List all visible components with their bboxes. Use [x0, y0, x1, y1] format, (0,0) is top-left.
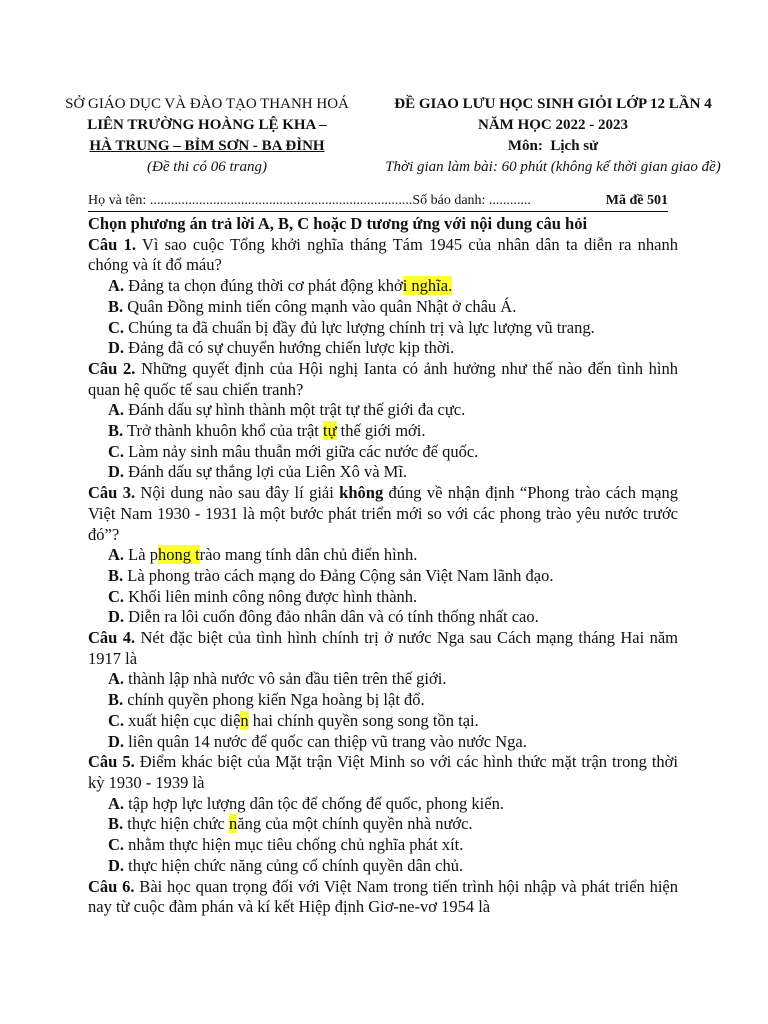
question-label: Câu 1.: [88, 234, 136, 254]
option-text: nhằm thực hiện mục tiêu chống chủ nghĩa phát xít.: [124, 835, 464, 855]
highlight: tự: [322, 421, 337, 441]
option-text: Đánh dấu sự hình thành một trật tự thế giới đa cực.: [124, 400, 466, 420]
question-1: [88, 235, 678, 276]
question-text: đúng về nhận định “Phong trào cách mạng Việt Nam 1930 - 1931 là một bước phát triển mới so với các phong trào yêu nước trước đó”?: [88, 483, 679, 544]
option-letter: C.: [108, 710, 125, 730]
option-1a[interactable]: [88, 276, 678, 297]
page-count-note: (Đề thi có 06 trang): [147, 159, 267, 175]
option-2a[interactable]: [88, 400, 678, 421]
department-name: SỞ GIÁO DỤC VÀ ĐÀO TẠO THANH HOÁ: [65, 96, 349, 112]
student-id-field[interactable]: Số báo danh: ............: [412, 193, 531, 208]
option-text: Diễn ra lôi cuốn đông đảo nhân dân và có tính thống nhất cao.: [124, 607, 539, 627]
question-text: Những quyết định của Hội nghị Ianta có ảnh hưởng như thế nào đến tình hình quan hệ quốc tế sau chiến tranh?: [88, 358, 678, 399]
option-4c[interactable]: [88, 711, 678, 732]
question-label: Câu 6.: [88, 876, 135, 896]
option-letter: D.: [108, 338, 125, 358]
question-text: Bài học quan trọng đối với Việt Nam trong tiến trình hội nhập và phát triển hiện nay từ cuộc đàm phán và kí kết Hiệp định Giơ-ne-vơ 1954 là: [88, 876, 678, 917]
option-text: thực hiện chức năng củng cố chính quyền dân chủ.: [124, 855, 464, 875]
question-3: [88, 483, 678, 545]
exam-header: [372, 94, 734, 178]
question-label: Câu 3.: [88, 483, 136, 503]
school-name: LIÊN TRƯỜNG HOÀNG LỆ KHA –: [87, 117, 327, 133]
option-5a[interactable]: [88, 794, 678, 815]
option-text: Làm nảy sinh mâu thuẫn mới giữa các nước đế quốc.: [124, 441, 479, 461]
subject-label: Môn:: [507, 138, 543, 154]
question-label: Câu 5.: [88, 752, 135, 772]
option-4a[interactable]: [88, 669, 678, 690]
option-letter: B.: [108, 296, 124, 316]
option-text: Là phong trào cách mạng do Đảng Cộng sản Việt Nam lãnh đạo.: [123, 565, 554, 585]
highlight: i nghĩa.: [402, 276, 453, 296]
option-5d[interactable]: [88, 856, 678, 877]
option-3d[interactable]: [88, 607, 678, 628]
option-1c[interactable]: [88, 318, 678, 339]
instruction: Chọn phương án trả lời A, B, C hoặc D tương ứng với nội dung câu hỏi: [88, 214, 588, 233]
option-text: Là p: [124, 545, 158, 565]
subject-line: [372, 136, 734, 157]
option-letter: B.: [108, 814, 124, 834]
student-name-field[interactable]: Họ và tên: ...........................................................................: [88, 193, 413, 208]
question-2: [88, 359, 678, 400]
school-header: [52, 94, 362, 178]
option-letter: A.: [108, 400, 125, 420]
option-2d[interactable]: [88, 462, 678, 483]
option-text: thế giới mới.: [336, 421, 426, 441]
option-text: thành lập nhà nước vô sản đầu tiên trên thế giới.: [124, 669, 447, 689]
exam-code: Mã đề 501: [605, 193, 668, 208]
option-letter: C.: [108, 317, 125, 337]
option-letter: A.: [108, 276, 125, 296]
school-year: NĂM HỌC 2022 - 2023: [478, 117, 628, 133]
school-name-cont: HÀ TRUNG – BỈM SƠN - BA ĐÌNH: [89, 138, 325, 154]
option-text: Quân Đồng minh tiến công mạnh vào quân Nhật ở châu Á.: [123, 296, 517, 316]
option-text: tập hợp lực lượng dân tộc để chống đế quốc, phong kiến.: [124, 793, 504, 813]
option-letter: A.: [108, 793, 125, 813]
question-emphasis: không: [339, 483, 384, 503]
option-text: Chúng ta đã chuẩn bị đầy đủ lực lượng chính trị và lực lượng vũ trang.: [124, 317, 595, 337]
question-text: Nét đặc biệt của tình hình chính trị ở nước Nga sau Cách mạng tháng Hai năm 1917 là: [88, 628, 678, 668]
option-letter: B.: [108, 421, 124, 441]
option-text: Đảng đã có sự chuyển hướng chiến lược kịp thời.: [124, 338, 455, 358]
option-letter: C.: [108, 586, 125, 606]
option-text: thực hiện chức: [123, 814, 229, 834]
option-text: chính quyền phong kiến Nga hoàng bị lật đổ.: [123, 690, 425, 710]
option-1d[interactable]: [88, 338, 678, 359]
option-letter: D.: [108, 731, 125, 751]
option-letter: D.: [108, 855, 125, 875]
option-1b[interactable]: [88, 297, 678, 318]
option-2b[interactable]: [88, 421, 678, 442]
option-letter: C.: [108, 835, 125, 855]
highlight: n: [229, 814, 238, 834]
option-text: rào mang tính dân chủ điển hình.: [199, 545, 418, 565]
question-label: Câu 2.: [88, 358, 136, 378]
option-letter: B.: [108, 690, 124, 710]
time-limit: Thời gian làm bài: 60 phút (không kể thời gian giao đề): [385, 159, 721, 175]
option-3b[interactable]: [88, 566, 678, 587]
option-text: Khối liên minh công nông được hình thành.: [124, 586, 418, 606]
option-text: Trở thành khuôn khổ của trật: [123, 421, 323, 441]
question-5: [88, 752, 678, 793]
question-6: [88, 877, 678, 918]
option-4b[interactable]: [88, 690, 678, 711]
exam-body: [88, 214, 678, 918]
option-5b[interactable]: [88, 814, 678, 835]
option-letter: D.: [108, 607, 125, 627]
subject-name: Lịch sử: [550, 138, 599, 154]
student-info-row: [88, 193, 668, 209]
option-letter: A.: [108, 669, 125, 689]
question-text: Vì sao cuộc Tổng khởi nghĩa tháng Tám 1945 của nhân dân ta diễn ra nhanh chóng và ít đổ máu?: [88, 234, 678, 275]
question-4: [88, 628, 678, 669]
question-label: Câu 4.: [88, 628, 136, 648]
option-letter: D.: [108, 462, 125, 482]
option-letter: A.: [108, 545, 125, 565]
option-text: liên quân 14 nước đế quốc can thiệp vũ trang vào nước Nga.: [124, 731, 527, 751]
exam-title: ĐỀ GIAO LƯU HỌC SINH GIỎI LỚP 12 LẦN 4: [394, 96, 712, 112]
option-letter: B.: [108, 565, 124, 585]
highlight: hong t: [157, 545, 200, 565]
option-text: Đảng ta chọn đúng thời cơ phát động khở: [124, 276, 403, 296]
question-text: Điểm khác biệt của Mặt trận Việt Minh so với các hình thức mặt trận trong thời kỳ 1930 - 1939 là: [88, 752, 678, 792]
option-letter: C.: [108, 441, 125, 461]
highlight: n: [240, 710, 249, 730]
option-2c[interactable]: [88, 442, 678, 463]
header-divider: [88, 211, 668, 212]
option-4d[interactable]: [88, 732, 678, 753]
option-text: Đánh dấu sự thắng lợi của Liên Xô và Mĩ.: [124, 462, 408, 482]
option-3c[interactable]: [88, 587, 678, 608]
option-5c[interactable]: [88, 835, 678, 856]
option-3a[interactable]: [88, 545, 678, 566]
option-text: xuất hiện cục diệ: [124, 710, 241, 730]
question-text: Nội dung nào sau đây lí giải: [135, 483, 340, 503]
option-text: ăng của một chính quyền nhà nước.: [237, 814, 473, 834]
option-text: hai chính quyền song song tồn tại.: [248, 710, 479, 730]
